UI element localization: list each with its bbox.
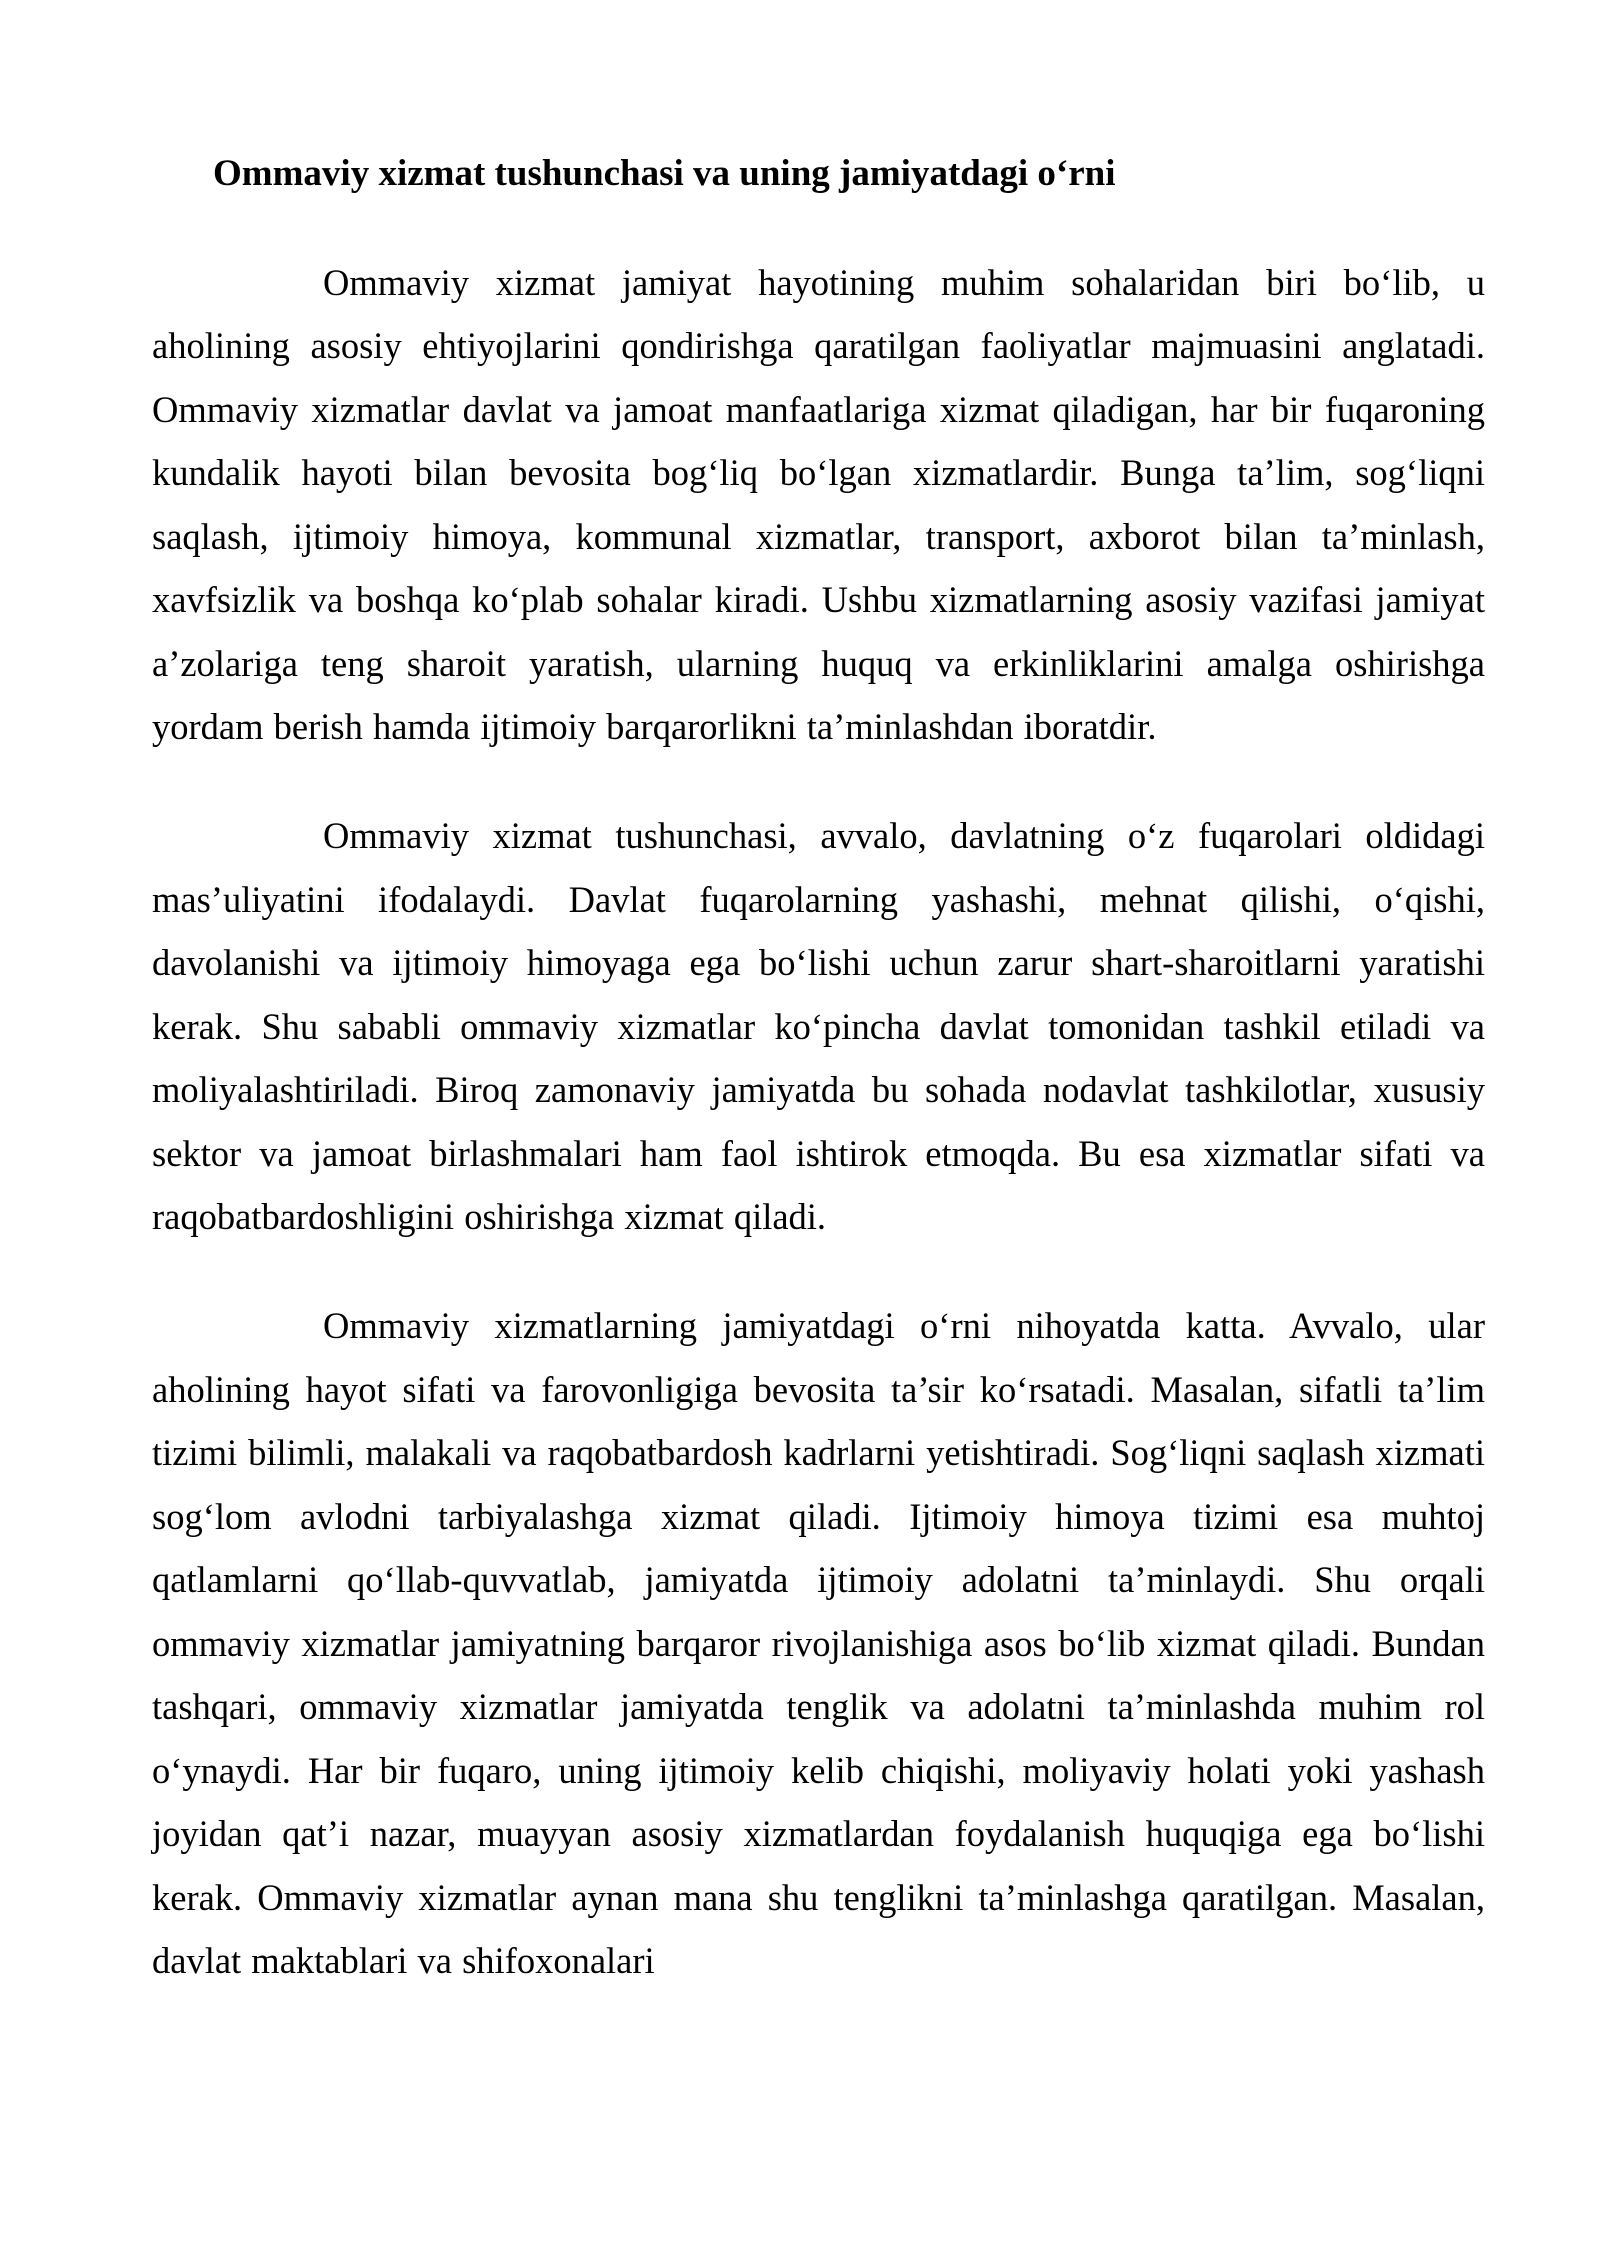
paragraph-2: Ommaviy xizmat tushunchasi, avvalo, davlatning o‘z fuqarolari oldidagi mas’uliyatini ifodalaydi. Davlat fuqarolarning yashashi, mehnat qilishi, o‘qishi, davolanishi va ijtimoiy himoyaga ega bo‘lishi uchun zarur shart-sharoitlarni yaratishi kerak. Shu sababli ommaviy xizmatlar ko‘pincha davlat tomonidan tashkil etiladi va moliyalashtiriladi. Biroq zamonaviy jamiyatda bu sohada nodavlat tashkilotlar, xususiy sektor va jamoat birlashmalari ham faol ishtirok etmoqda. Bu esa xizmatlar sifati va raqobatbardoshligini oshirishga xizmat qiladi. — [152, 815, 1485, 1237]
document-title: Ommaviy xizmat tushunchasi va uning jamiyatdagi o‘rni — [213, 153, 1116, 194]
paragraph-3: Ommaviy xizmatlarning jamiyatdagi o‘rni nihoyatda katta. Avvalo, ular aholining hayot sifati va farovonligiga bevosita ta’sir ko‘rsatadi. Masalan, sifatli ta’lim tizimi bilimli, malakali va raqobatbardosh kadrlarni yetishtiradi. Sog‘liqni saqlash xizmati sog‘lom avlodni tarbiyalashga xizmat qiladi. Ijtimoiy himoya tizimi esa muhtoj qatlamlarni qo‘llab-quvvatlab, jamiyatda ijtimoiy adolatni ta’minlaydi. Shu orqali ommaviy xizmatlar jamiyatning barqaror rivojlanishiga asos bo‘lib xizmat qiladi. Bundan tashqari, ommaviy xizmatlar jamiyatda tenglik va adolatni ta’minlashda muhim rol o‘ynaydi. Har bir fuqaro, uning ijtimoiy kelib chiqishi, moliyaviy holati yoki yashash joyidan qat’i nazar, muayyan asosiy xizmatlardan foydalanish huquqiga ega bo‘lishi kerak. Ommaviy xizmatlar aynan mana shu tenglikni ta’minlashga qaratilgan. Masalan, davlat maktablari va shifoxonalari — [152, 1305, 1485, 1981]
paragraph-1: Ommaviy xizmat jamiyat hayotining muhim sohalaridan biri bo‘lib, u aholining asosiy ehtiyojlarini qondirishga qaratilgan faoliyatlar majmuasini anglatadi. Ommaviy xizmatlar davlat va jamoat manfaatlariga xizmat qiladigan, har bir fuqaroning kundalik hayoti bilan bevosita bog‘liq bo‘lgan xizmatlardir. Bunga ta’lim, sog‘liqni saqlash, ijtimoiy himoya, kommunal xizmatlar, transport, axborot bilan ta’minlash, xavfsizlik va boshqa ko‘plab sohalar kiradi. Ushbu xizmatlarning asosiy vazifasi jamiyat a’zolariga teng sharoit yaratish, ularning huquq va erkinliklarini amalga oshirishga yordam berish hamda ijtimoiy barqarorlikni ta’minlashdan iboratdir. — [152, 261, 1485, 747]
